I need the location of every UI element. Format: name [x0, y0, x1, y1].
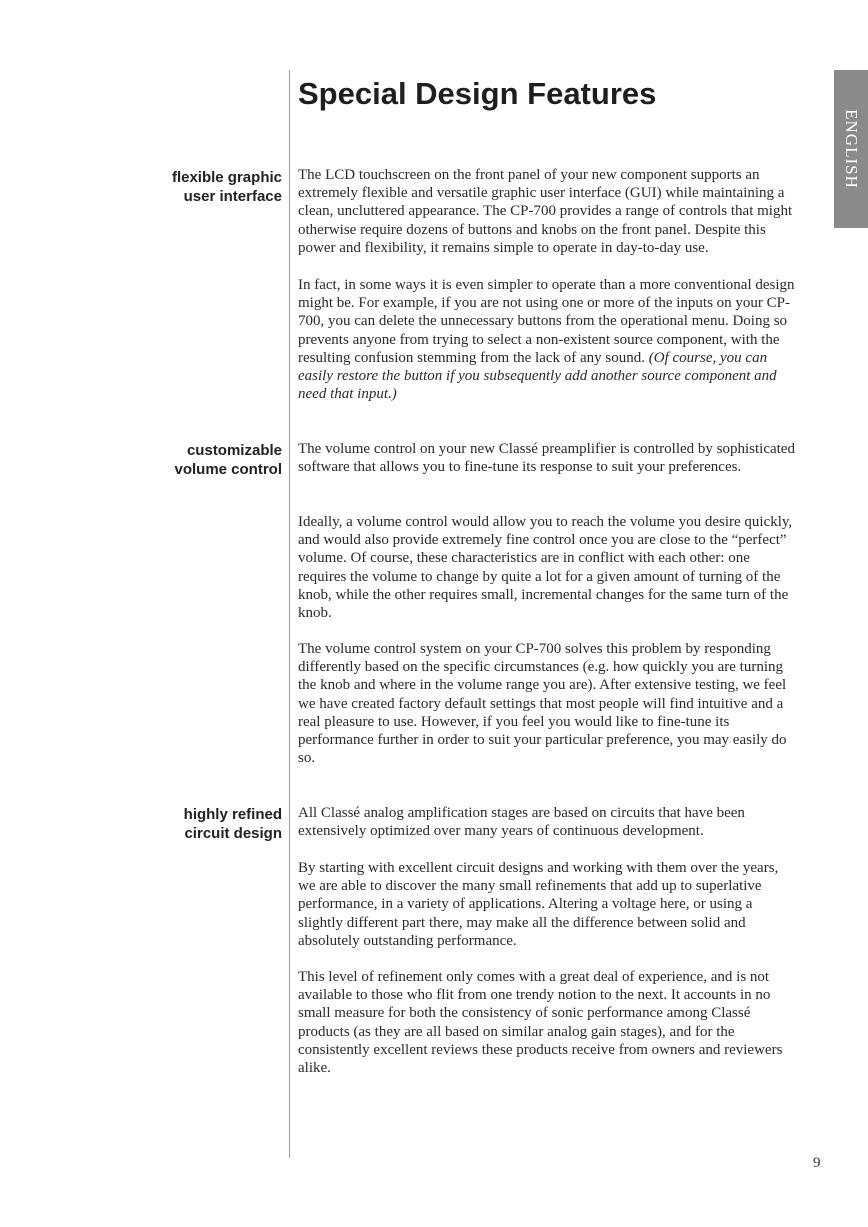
page-title: Special Design Features	[298, 76, 657, 111]
paragraph: The LCD touchscreen on the front panel of your new component supports an extremely flexible and versatile graphic user interface (GUI) while maintaining a clean, uncluttered appearance. The CP-700 provides a range of controls that might otherwise require dozens of buttons and knobs on the front panel. Despite this power and flexibility, it remains simple to operate in day-to-day use.	[298, 167, 793, 256]
paragraph: The volume control system on your CP-700 solves this problem by responding differently based on the specific circumstances (e.g. how quickly you are turning the knob and where in the volume range you are). After extensive testing, we feel we have created factory default settings that most people will find intuitive and a real pleasure to use. However, if you feel you would like to fine-tune its performance further in order to suit your particular preference, you may easily do so.	[298, 641, 787, 767]
paragraph: By starting with excellent circuit designs and working with them over the years, we are able to discover the many small refinements that add up to superlative performance, in a variety of applications. Altering a voltage here, or using a slightly different part there, may make all the difference between solid and absolutely outstanding performance.	[298, 860, 779, 949]
paragraph: The volume control on your new Classé preamplifier is controlled by sophisticated software that allows you to fine-tune its response to suit your preferences.	[298, 441, 795, 476]
side-heading-circuit-design	[112, 805, 282, 843]
page-number: 9	[813, 1155, 821, 1171]
paragraph: Ideally, a volume control would allow you to reach the volume you desire quickly, and would also provide extremely fine control once you are close to the “perfect” volume. Of course, these characteristics are in conflict with each other: one requires the volume to change by quite a lot for a given amount of turning of the knob, while the other requires small, incremental changes for the same turn of the knob.	[298, 514, 793, 622]
side-heading-volume-control	[112, 441, 282, 479]
language-tab-label: ENGLISH	[842, 109, 861, 189]
italic-note: (Of course, you can easily restore the button if you subsequently add another source component and need that input.)	[298, 349, 777, 403]
side-heading-line: flexible graphic	[171, 169, 282, 186]
side-heading-line: user interface	[183, 188, 282, 205]
side-heading-line: circuit design	[184, 825, 282, 842]
paragraph: In fact, in some ways it is even simpler to operate than a more conventional design might be. For example, if you are not using one or more of the inputs on your CP-700, you can delete the unnecessary buttons from the operational menu. Doing so prevents anyone from trying to select a non-existent source component, with the resulting confusion stemming from the lack of any sound. (Of course, you can easily restore the button if you subsequently add another source component and need that input.)	[298, 277, 795, 403]
column-divider	[289, 70, 290, 1158]
side-heading-flexible-gui	[112, 168, 282, 206]
language-tab	[834, 70, 868, 228]
paragraph: This level of refinement only comes with a great deal of experience, and is not available to those who flit from one trendy notion to the next. It accounts in no small measure for both the consistency of sonic performance among Classé products (as they are all based on similar analog gain stages), and for the consistently excellent reviews these products receive from owners and reviewers alike.	[298, 969, 783, 1077]
paragraph: All Classé analog amplification stages are based on circuits that have been extensively optimized over many years of continuous development.	[298, 805, 745, 840]
side-heading-line: customizable	[186, 442, 282, 459]
side-heading-line: highly refined	[183, 806, 282, 823]
side-heading-line: volume control	[174, 461, 282, 478]
